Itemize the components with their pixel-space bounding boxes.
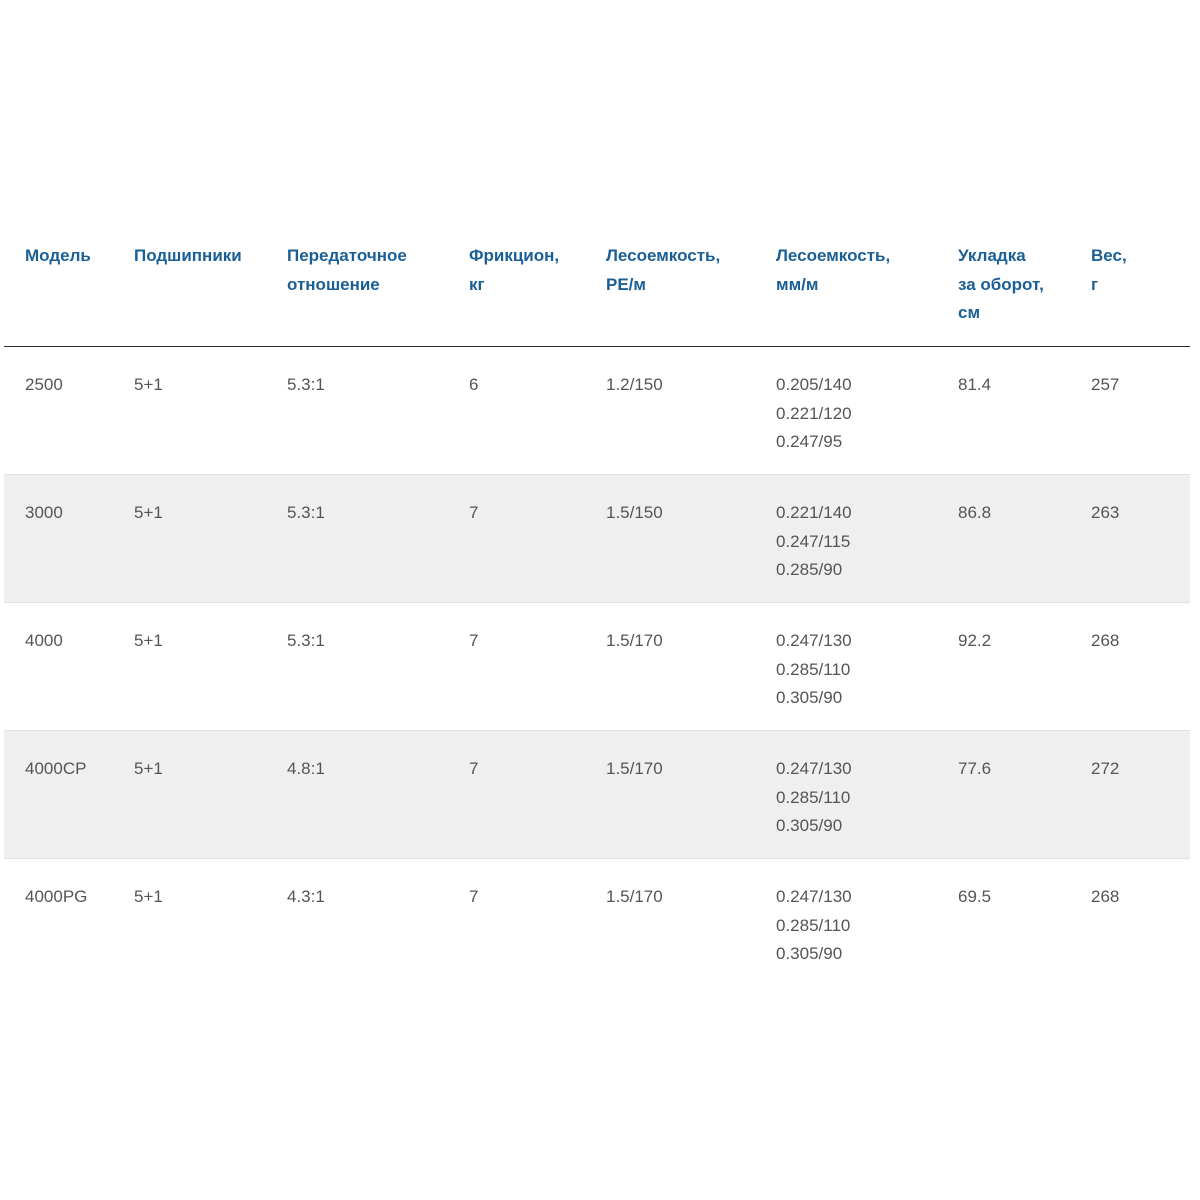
capacity-mm-value: 0.305/90 [776,816,843,835]
cell-bearings: 5+1 [134,631,163,650]
header-drag-line-1: Фрикцион, [469,246,560,265]
header-drag [469,242,559,299]
cell-drag: 7 [469,887,479,906]
capacity-mm-value: 0.305/90 [776,944,843,963]
cell-weight: 268 [1091,887,1120,906]
table-header [4,230,1190,347]
table-row [4,475,1190,603]
header-capacity-mm-line-1: Лесоемкость, [776,246,891,265]
header-bearings-label: Подшипники [134,246,242,265]
cell-model: 2500 [25,375,63,394]
cell-capacity-pe: 1.2/150 [606,375,663,394]
cell-capacity-mm [776,371,852,457]
cell-capacity-mm [776,883,852,969]
capacity-mm-value: 0.285/110 [776,915,851,935]
cell-bearings: 5+1 [134,503,163,522]
header-gear-ratio [287,242,407,299]
spec-table [4,230,1190,986]
capacity-mm-value: 0.205/140 [776,375,852,394]
capacity-mm-value: 0.285/90 [776,560,843,579]
header-capacity-pe [606,242,720,299]
capacity-mm-value: 0.285/110 [776,659,851,679]
header-retrieve-line-2: за оборот, [958,274,1044,294]
capacity-mm-value: 0.247/130 [776,887,852,906]
cell-capacity-pe: 1.5/170 [606,887,663,906]
cell-model: 4000CP [25,759,87,778]
table-row [4,603,1190,731]
capacity-mm-value: 0.221/120 [776,403,852,423]
capacity-mm-value: 0.247/115 [776,531,851,551]
cell-capacity-pe: 1.5/170 [606,759,663,778]
table-row [4,731,1190,859]
header-weight-line-1: Вес, [1091,246,1127,265]
header-gear-ratio-line-2: отношение [287,274,380,294]
table-row [4,859,1190,986]
header-bearings [134,242,242,271]
cell-retrieve: 92.2 [958,631,992,650]
capacity-mm-value: 0.247/95 [776,432,843,451]
header-drag-line-2: кг [469,274,485,294]
cell-capacity-mm [776,627,852,713]
capacity-mm-value: 0.247/130 [776,759,852,778]
cell-capacity-mm [776,755,852,841]
header-retrieve-line-1: Укладка [958,246,1026,265]
cell-bearings: 5+1 [134,887,163,906]
cell-drag: 6 [469,375,479,394]
cell-bearings: 5+1 [134,375,163,394]
header-model [25,242,91,271]
cell-capacity-pe: 1.5/150 [606,503,663,522]
cell-gear-ratio: 5.3:1 [287,375,325,394]
cell-retrieve: 86.8 [958,503,992,522]
header-gear-ratio-line-1: Передаточное [287,246,407,265]
cell-gear-ratio: 4.8:1 [287,759,325,778]
cell-model: 4000PG [25,887,88,906]
cell-bearings: 5+1 [134,759,163,778]
table-row [4,347,1190,475]
header-weight-line-2: г [1091,274,1099,294]
header-retrieve [958,242,1044,328]
capacity-mm-value: 0.285/110 [776,787,851,807]
header-capacity-pe-line-2: PE/м [606,274,646,294]
header-weight [1091,242,1127,299]
cell-retrieve: 77.6 [958,759,992,778]
header-capacity-mm-line-2: мм/м [776,274,819,294]
cell-drag: 7 [469,631,479,650]
cell-gear-ratio: 4.3:1 [287,887,325,906]
header-capacity-pe-line-1: Лесоемкость, [606,246,721,265]
cell-retrieve: 69.5 [958,887,992,906]
cell-capacity-pe: 1.5/170 [606,631,663,650]
cell-drag: 7 [469,503,479,522]
capacity-mm-value: 0.247/130 [776,631,852,650]
cell-capacity-mm [776,499,852,585]
header-retrieve-line-3: см [958,303,981,322]
cell-gear-ratio: 5.3:1 [287,631,325,650]
header-model-label: Модель [25,246,91,265]
cell-model: 3000 [25,503,63,522]
cell-drag: 7 [469,759,479,778]
capacity-mm-value: 0.221/140 [776,503,852,522]
cell-weight: 257 [1091,375,1120,394]
cell-model: 4000 [25,631,63,650]
cell-weight: 272 [1091,759,1120,778]
cell-weight: 268 [1091,631,1120,650]
cell-weight: 263 [1091,503,1120,522]
capacity-mm-value: 0.305/90 [776,688,843,707]
cell-gear-ratio: 5.3:1 [287,503,325,522]
cell-retrieve: 81.4 [958,375,992,394]
header-capacity-mm [776,242,890,299]
